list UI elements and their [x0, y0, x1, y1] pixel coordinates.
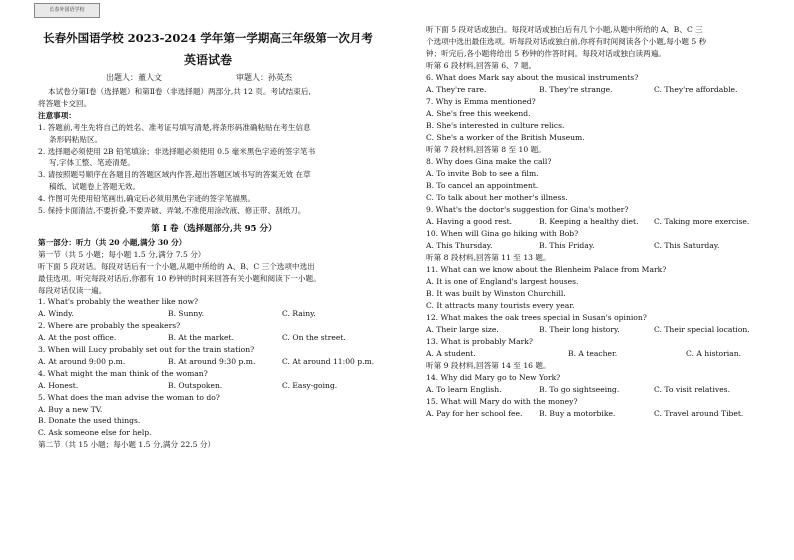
right-item-10: B. To cancel an appointment.	[426, 181, 539, 190]
right-item-22-option-c: C. Their special location.	[654, 325, 750, 334]
exam-title: 长春外国语学校 2023-2024 学年第一学期高三年级第一次月考	[43, 31, 373, 45]
right-item-0: 听第 6 段材料,回答第 6、7 题。	[426, 61, 537, 70]
right-item-22-option-b: B. Their long history.	[539, 325, 620, 334]
sec2-instruction: 钟；听完后,各小题将给出 5 秒钟的作答时间。每段对话或独白读两遍。	[426, 49, 666, 58]
sec2-instruction: 听下面 5 段对话或独白。每段对话或独白后有几个小题,从题中所给的 A、B、C 三	[426, 25, 703, 34]
question-1-option-a: A. Windy.	[38, 309, 74, 319]
question-5-option: C. Ask someone else for help.	[38, 428, 152, 438]
question-5-option: A. Buy a new TV.	[38, 404, 103, 414]
right-item-15-option-b: B. This Friday.	[539, 241, 595, 250]
question-2: 2. Where are probably the speakers?	[38, 321, 181, 331]
question-3-option-b: B. At around 9:30 p.m.	[168, 356, 256, 366]
right-item-13-option-a: A. Having a good rest.	[426, 217, 513, 226]
question-2-option-b: B. At the market.	[168, 333, 234, 343]
question-1: 1. What's probably the weather like now?	[38, 297, 199, 307]
right-item-12: 9. What's the doctor's suggestion for Gina's mother?	[426, 205, 629, 214]
right-item-2-option-a: A. They're rare.	[426, 85, 487, 94]
right-item-3: 7. Why is Emma mentioned?	[426, 97, 536, 106]
question-3-option-c: C. At around 11:00 p.m.	[282, 356, 375, 366]
right-item-29-option-b: B. Buy a motorbike.	[539, 409, 616, 418]
right-item-19: B. It was built by Winston Churchill.	[426, 289, 566, 298]
question-3-option-a: A. At around 9:00 p.m.	[38, 356, 126, 366]
intro-line: 本试卷分第Ⅰ卷（选择题）和第Ⅱ卷（非选择题）两部分,共 12 页。考试结束后,	[48, 87, 311, 96]
right-item-21: 12. What makes the oak trees special in Susan's opinion?	[426, 313, 647, 322]
right-item-2-option-c: C. They're affordable.	[654, 85, 738, 94]
right-item-27-option-c: C. To visit relatives.	[654, 385, 730, 394]
right-item-13-option-c: C. Taking more exercise.	[654, 217, 750, 226]
right-item-18: A. It is one of England's largest houses.	[426, 277, 579, 286]
notice-line: 1. 答题前,考生先将自己的姓名、准考证号填写清楚,将条形码准确粘贴在考生信息	[38, 122, 311, 132]
right-item-7: 听第 7 段材料,回答第 8 至 10 题。	[426, 145, 546, 154]
right-item-6: C. She's a worker of the British Museum.	[426, 133, 585, 142]
right-item-11: C. To talk about her mother's illness.	[426, 193, 568, 202]
question-5-option: B. Donate the used things.	[38, 416, 141, 426]
question-2-option-c: C. On the street.	[282, 333, 346, 343]
exam-subtitle: 英语试卷	[183, 53, 232, 67]
question-4-option-a: A. Honest.	[38, 380, 79, 390]
right-item-28: 15. What will Mary do with the money?	[426, 397, 578, 406]
sec2-instruction: 个选项中选出最佳选项。听每段对话或独白前,你将有时间阅读各个小题,每小题 5 秒	[426, 37, 707, 46]
notice-line: 稿纸、试题卷上答题无效。	[49, 182, 141, 192]
right-item-24-option-c: C. A historian.	[686, 349, 741, 358]
right-item-27-option-b: B. To go sightseeing.	[539, 385, 620, 394]
notice-line: 2. 选择题必须使用 2B 铅笔填涂；非选择题必须使用 0.5 毫米黑色字迹的签字笔书	[38, 146, 316, 156]
sec1-instruction: 最佳选项。听完每段对话后,你都有 10 秒钟的时间来回答有关小题和阅读下一小题。	[38, 273, 321, 283]
question-3: 3. When will Lucy probably set out for the train station?	[38, 345, 255, 354]
right-item-5: B. She's interested in culture relics.	[426, 121, 565, 130]
question-2-option-a: A. At the post office.	[38, 333, 117, 343]
section-title: 第 I 卷（选择题部分,共 95 分）	[151, 223, 277, 234]
right-item-20: C. It attracts many tourists every year.	[426, 301, 575, 310]
right-item-29-option-a: A. Pay for her school fee.	[426, 409, 523, 418]
right-item-8: 8. Why does Gina make the call?	[426, 157, 552, 166]
part1-heading: 第一部分：听力（共 20 小题,满分 30 分）	[38, 237, 187, 247]
right-item-24-option-b: B. A teacher.	[568, 349, 618, 358]
question-1-option-b: B. Sunny.	[168, 309, 204, 319]
sec1-heading: 第一节（共 5 小题；每小题 1.5 分,满分 7.5 分）	[38, 249, 206, 259]
right-item-25: 听第 9 段材料,回答第 14 至 16 题。	[426, 361, 551, 370]
right-item-22-option-a: A. Their large size.	[426, 325, 499, 334]
notice-line: 写,字体工整、笔迹清楚。	[49, 158, 135, 168]
right-item-24-option-a: A. A student.	[426, 349, 476, 358]
logo-text: 长春外国语学校	[49, 7, 85, 13]
right-item-15-option-c: C. This Saturday.	[654, 241, 720, 250]
right-item-29-option-c: C. Travel around Tibet.	[654, 409, 744, 418]
right-item-16: 听第 8 段材料,回答第 11 至 13 题。	[426, 253, 551, 262]
right-item-9: A. To invite Bob to see a film.	[426, 169, 539, 178]
sec2-heading: 第二节（共 15 小题；每小题 1.5 分,满分 22.5 分）	[38, 440, 216, 450]
question-4-option-b: B. Outspoken.	[168, 380, 223, 390]
sec1-instruction: 每段对话仅读一遍。	[38, 285, 107, 295]
right-item-26: 14. Why did Mary go to New York?	[426, 373, 561, 382]
question-4: 4. What might the man think of the woman?	[38, 368, 208, 378]
right-item-23: 13. What is probably Mark?	[426, 337, 533, 346]
right-item-1: 6. What does Mark say about the musical instruments?	[426, 73, 639, 82]
intro-line: 将答题卡交回。	[38, 98, 92, 108]
author-setter: 出题人：董人文	[106, 73, 162, 82]
right-item-15-option-a: A. This Thursday.	[426, 241, 493, 250]
right-item-2-option-b: B. They're strange.	[539, 85, 613, 94]
sec1-instruction: 听下面 5 段对话。每段对话后有一个小题,从题中所给的 A、B、C 三个选项中选出	[38, 261, 315, 271]
notice-line: 条形码粘贴区。	[49, 134, 103, 144]
right-item-27-option-a: A. To learn English.	[426, 385, 502, 394]
right-item-17: 11. What can we know about the Blenheim Palace from Mark?	[426, 265, 667, 274]
question-4-option-c: C. Easy-going.	[282, 380, 338, 390]
question-5: 5. What does the man advise the woman to do?	[38, 392, 220, 402]
question-1-option-c: C. Rainy.	[282, 309, 316, 319]
author-reviewer: 审题人：孙英杰	[236, 73, 292, 82]
school-logo	[34, 3, 100, 18]
right-item-13-option-b: B. Keeping a healthy diet.	[539, 217, 639, 226]
notice-title: 注意事项：	[38, 110, 76, 120]
right-item-4: A. She's free this weekend.	[426, 109, 531, 118]
notice-line: 4. 作图可先使用铅笔画出,确定后必须用黑色字迹的签字笔描黑。	[38, 194, 256, 204]
right-item-14: 10. When will Gina go hiking with Bob?	[426, 229, 579, 238]
notice-line: 3. 请按照题号顺序在各题目的答题区域内作答,超出答题区域书写的答案无效 在草	[38, 170, 311, 180]
notice-line: 5. 保持卡面清洁,不要折叠,不要弄破、弄皱,不准使用涂改液、修正带、刮纸刀。	[38, 206, 306, 215]
